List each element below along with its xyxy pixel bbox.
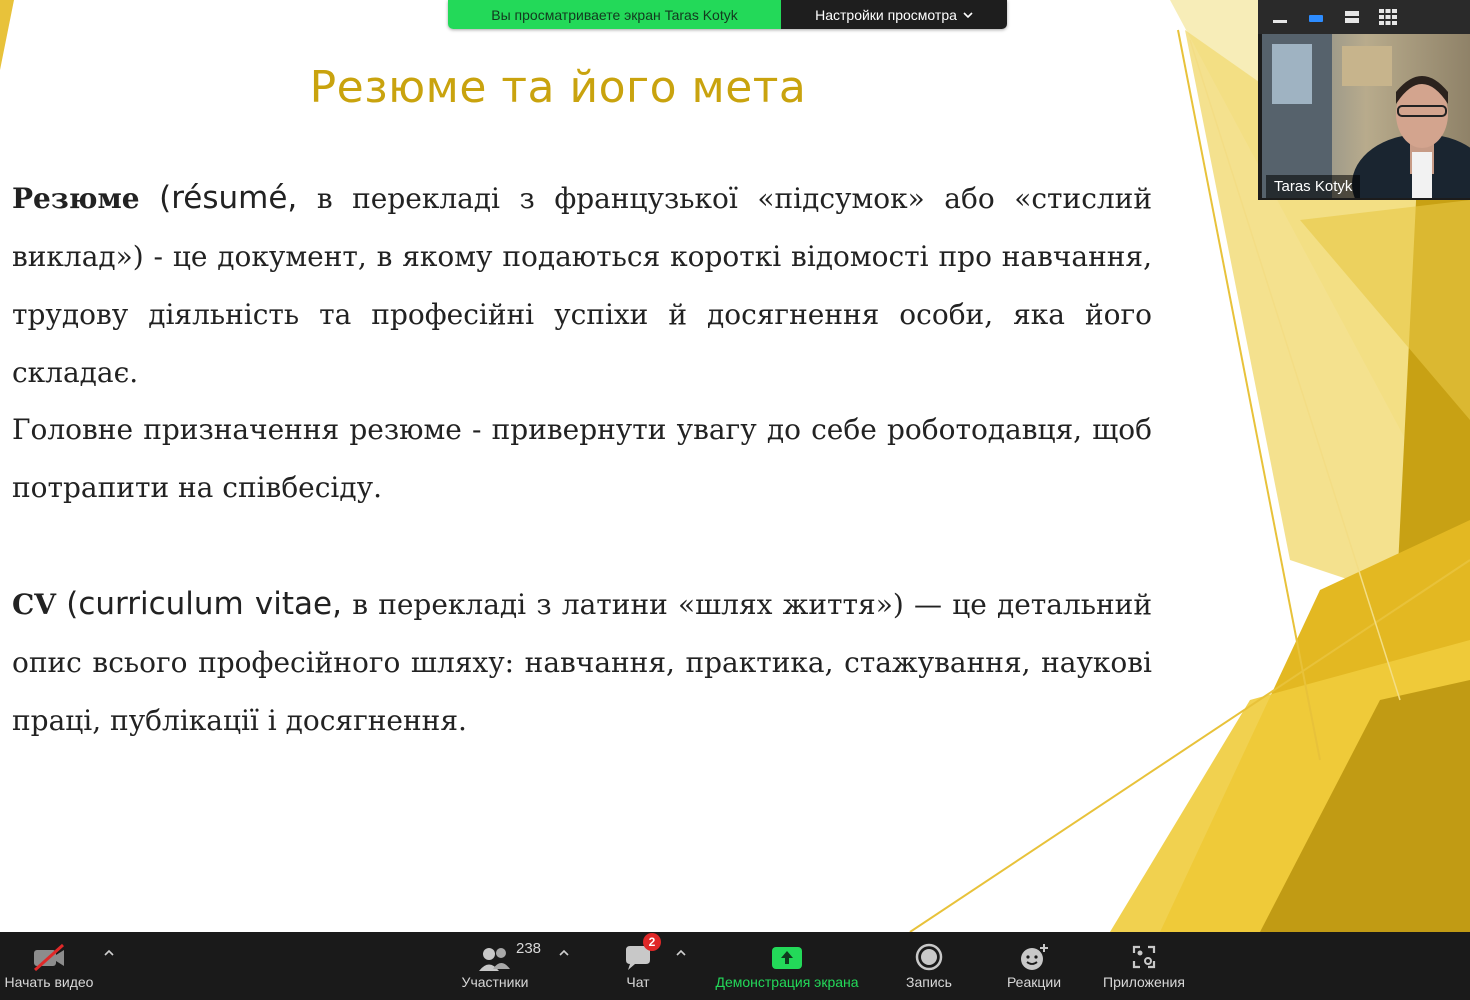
chat-label: Чат [626, 974, 650, 990]
apps-icon [1129, 942, 1159, 972]
cv-definition-text: в перекладі з латини «шлях життя») — це детальний опис всього професійного шляху: навчання, практика, стажування, наукові праці, публікації і досягнення. [12, 588, 1153, 737]
video-panel-controls [1258, 0, 1470, 34]
meeting-toolbar [0, 932, 1470, 1000]
participants-label: Участники [461, 974, 529, 990]
gallery-grid-icon [1378, 7, 1398, 27]
minimize-video-button[interactable] [1268, 5, 1292, 29]
record-icon [914, 942, 944, 972]
participants-icon [477, 942, 513, 972]
share-screen-button[interactable] [706, 932, 868, 1000]
view-settings-label: Настройки просмотра [815, 6, 957, 23]
share-screen-icon [771, 944, 803, 972]
minimize-icon [1271, 8, 1289, 26]
screen-share-banner [448, 0, 1007, 29]
reactions-label: Реакции [1006, 974, 1062, 990]
chat-button[interactable] [612, 932, 664, 1000]
reactions-button[interactable] [1002, 932, 1066, 1000]
view-settings-button[interactable] [781, 0, 1007, 29]
chevron-down-icon [963, 11, 973, 19]
chevron-up-icon [676, 949, 686, 957]
cv-term: CV [12, 588, 57, 621]
apps-button[interactable] [1096, 932, 1192, 1000]
record-button[interactable] [900, 932, 958, 1000]
participant-name-label: Taras Kotyk [1266, 175, 1360, 198]
participant-video-panel [1258, 0, 1470, 200]
start-video-label: Начать видео [4, 974, 94, 990]
reactions-emoji-icon [1018, 942, 1050, 972]
participant-video-image [1262, 34, 1470, 198]
gallery-view-button[interactable] [1376, 5, 1400, 29]
strip-view-button[interactable] [1340, 5, 1364, 29]
share-screen-label: Демонстрация экрана [715, 974, 859, 990]
resume-term: Резюме [12, 182, 140, 215]
chat-options-caret[interactable] [676, 946, 686, 960]
start-video-button[interactable] [0, 932, 98, 1000]
resume-definition-text: в перекладі з французької «підсумок» або «стислий виклад») - це документ, в якому подаються короткі відомості про навчання, трудову діяльність та професійні успіхи й досягнення особи, яка його складає. [12, 182, 1152, 389]
viewing-screen-text: Вы просматриваете экран Taras Kotyk [448, 0, 781, 29]
resume-latin: (résumé, [159, 180, 298, 216]
resume-purpose: Головне призначення резюме - привернути увагу до себе роботодавця, щоб потрапити на співбесіду. [12, 413, 1152, 504]
chat-unread-badge: 2 [643, 933, 661, 951]
participant-video-feed[interactable] [1262, 34, 1470, 198]
participants-count: 238 [516, 940, 542, 957]
video-off-icon [31, 942, 67, 972]
cv-latin: (curriculum vitae, [66, 586, 342, 622]
speaker-view-icon [1307, 8, 1325, 26]
video-options-caret[interactable] [104, 946, 114, 960]
strip-view-icon [1343, 8, 1361, 26]
slide-title: Резюме та його мета [309, 62, 807, 113]
chevron-up-icon [104, 949, 114, 957]
record-label: Запись [906, 974, 952, 990]
apps-label: Приложения [1103, 974, 1185, 990]
speaker-view-button[interactable] [1304, 5, 1328, 29]
cv-definition [12, 575, 1152, 750]
chevron-up-icon [559, 949, 569, 957]
resume-definition [12, 169, 1152, 402]
participants-options-caret[interactable] [559, 946, 569, 960]
